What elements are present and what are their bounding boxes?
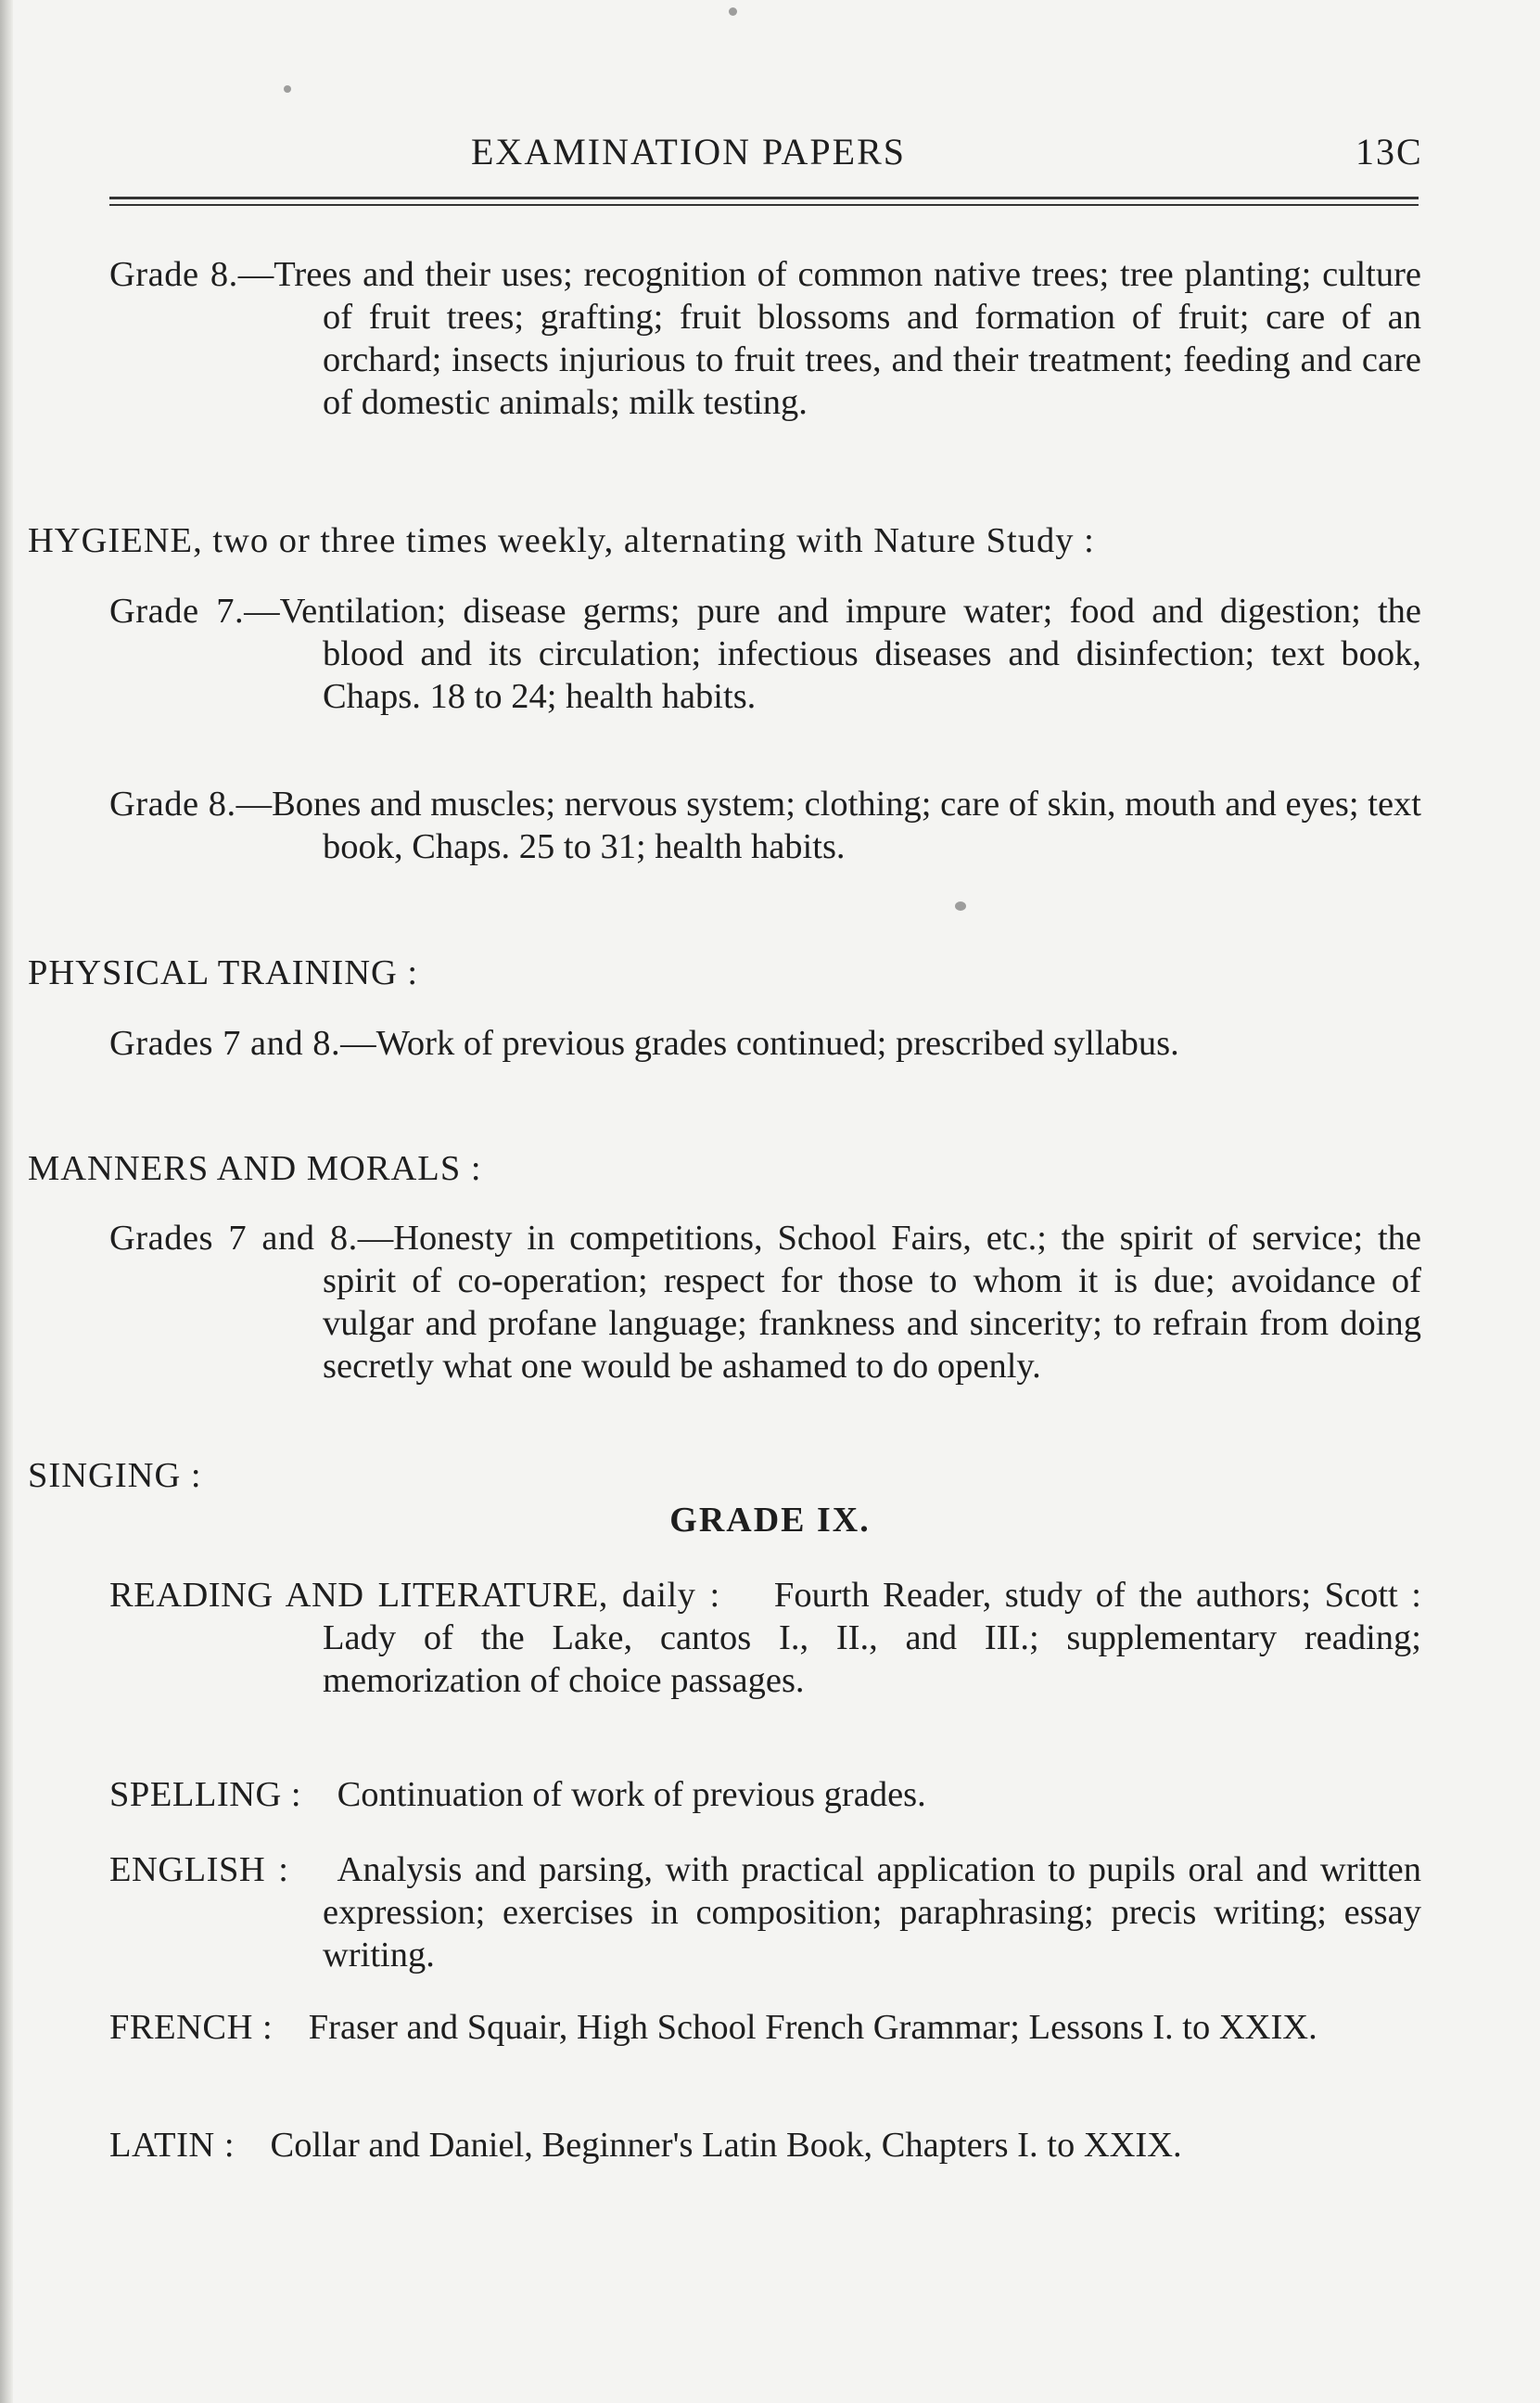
- entry-label: SPELLING :: [109, 1775, 302, 1814]
- running-title: EXAMINATION PAPERS: [471, 131, 907, 173]
- grade-ix-heading: GRADE IX.: [669, 1501, 871, 1540]
- entry-text: —Work of previous grades continued; prescribed syllabus.: [340, 1024, 1179, 1063]
- entry-text: Continuation of work of previous grades.: [337, 1775, 926, 1814]
- entry-french: [109, 2006, 1421, 2049]
- entry-text: Collar and Daniel, Beginner's Latin Book, Chapters I. to XXIX.: [270, 2126, 1182, 2165]
- entry-label: Grades 7 and 8.: [109, 1219, 358, 1258]
- entry-spelling: [109, 1773, 1421, 1816]
- section-heading-hygiene: HYGIENE, two or three times weekly, alternating with Nature Study :: [28, 521, 1095, 560]
- entry-text: Fourth Reader, study of the authors; Scott : Lady of the Lake, cantos I., II., and III.; supplementary reading; memorization of choice passages.: [323, 1576, 1422, 1700]
- entry-hygiene-grade-8: [109, 783, 1421, 868]
- entry-hygiene-grade-7: [109, 590, 1421, 718]
- entry-label: Grade 7.: [109, 592, 245, 631]
- header-rule-top: [109, 197, 1419, 199]
- entry-text: —Ventilation; disease germs; pure and impure water; food and digestion; the blood and its circulation; infectious diseases and disinfection; text book, Chaps. 18 to 24; health habits.: [244, 592, 1421, 716]
- entry-text: Analysis and parsing, with practical application to pupils oral and written expression; exercises in composition; paraphrasing; precis writing; essay writing.: [323, 1850, 1421, 1975]
- entry-label: FRENCH :: [109, 2008, 274, 2047]
- entry-text: —Honesty in competitions, School Fairs, etc.; the spirit of service; the spirit of co-operation; respect for those to whom it is due; avoidance of vulgar and profane language; frankness and sincerity; to refrain from doing secretly what one would be ashamed to do openly.: [323, 1219, 1421, 1386]
- entry-manners: [109, 1217, 1421, 1387]
- section-heading-manners: MANNERS AND MORALS :: [28, 1149, 482, 1188]
- entry-text: —Bones and muscles; nervous system; clothing; care of skin, mouth and eyes; text book, Chaps. 25 to 31; health habits.: [235, 785, 1421, 866]
- entry-grade-8-trees: [109, 253, 1421, 424]
- entry-physical-training: [109, 1022, 1421, 1065]
- print-speck: [729, 7, 737, 16]
- running-header: [0, 130, 1540, 182]
- entry-reading-literature: [109, 1574, 1421, 1702]
- entry-english: [109, 1848, 1421, 1976]
- section-heading-singing: SINGING :: [28, 1456, 202, 1495]
- section-heading-physical-training: PHYSICAL TRAINING :: [28, 953, 419, 992]
- entry-label: ENGLISH :: [109, 1850, 289, 1889]
- entry-latin: [109, 2124, 1421, 2167]
- print-speck: [955, 901, 966, 911]
- page-spine-shadow: [0, 0, 13, 2403]
- entry-label: READING AND LITERATURE, daily :: [109, 1576, 720, 1615]
- entry-label: Grade 8.: [109, 785, 236, 824]
- entry-label: LATIN :: [109, 2126, 235, 2165]
- entry-text: —Trees and their uses; recognition of common native trees; tree planting; culture of fruit trees; grafting; fruit blossoms and formation of fruit; care of an orchard; insects injurious to fruit trees, and their treatment; feeding and care of domestic animals; milk testing.: [237, 255, 1421, 422]
- entry-label: Grade 8.: [109, 255, 238, 294]
- entry-label: Grades 7 and 8.: [109, 1024, 341, 1063]
- page-number: 13C: [1355, 131, 1423, 173]
- print-speck: [284, 85, 291, 93]
- entry-text: Fraser and Squair, High School French Grammar; Lessons I. to XXIX.: [308, 2008, 1317, 2047]
- header-rule-bottom: [109, 204, 1419, 206]
